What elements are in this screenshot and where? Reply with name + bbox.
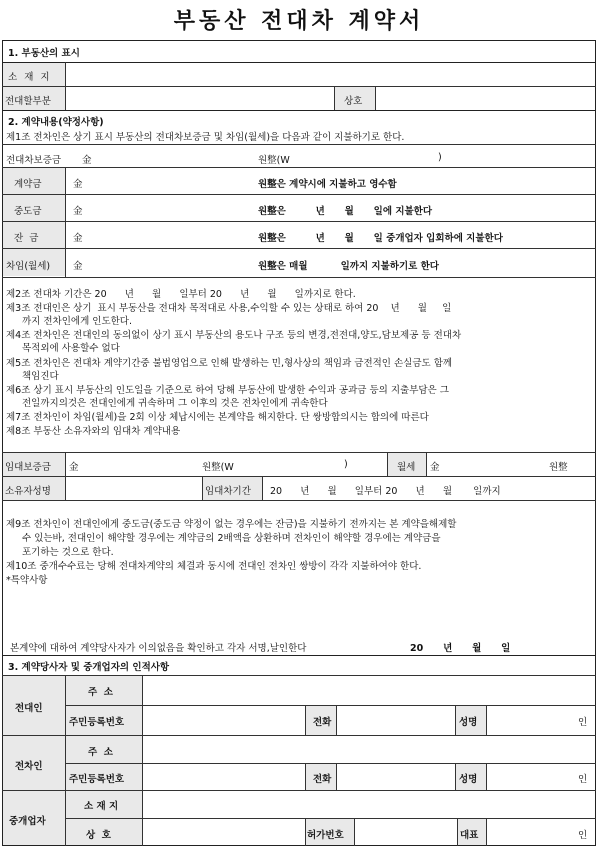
clause-10: 제10조 중개수수료는 당해 전대차계약의 체결과 동시에 전대인 전차인 쌍방이 각각 지불하여야 한다. (6, 561, 422, 572)
broker-rep-label: 대표 (460, 830, 479, 841)
rent-won: 金 (73, 261, 83, 272)
owner-field[interactable] (66, 477, 201, 500)
sublessee-phone-field[interactable] (338, 765, 453, 789)
sublessor-address-label: 주 소 (88, 687, 113, 698)
broker-license-field[interactable] (356, 820, 455, 844)
monthly-won-text: 원整 (549, 462, 568, 473)
balance-text: 원整은 년 월 일 중개업자 입회하에 지불한다 (258, 233, 503, 244)
sublessor-address-field[interactable] (144, 677, 594, 704)
clause-9: 제9조 전차인이 전대인에게 중도금(중도금 약정이 없는 경우에는 잔금)을 지불하기 전까지는 본 계약을해제할 (6, 519, 457, 530)
owner-label: 소유자성명 (5, 486, 51, 497)
broker-license-label: 허가번호 (307, 830, 344, 841)
down-payment-field[interactable] (90, 170, 250, 192)
sublessee-name-label: 성명 (459, 774, 478, 785)
broker-firm-label: 상 호 (86, 830, 111, 841)
section1-heading: 1. 부동산의 표시 (8, 48, 80, 59)
deposit-won: 金 (82, 155, 92, 166)
down-payment-text: 원整은 계약시에 지불하고 영수함 (258, 179, 397, 190)
down-payment-won: 金 (73, 179, 83, 190)
sublessee-resident-field[interactable] (144, 765, 304, 789)
lease-deposit-field[interactable] (85, 455, 195, 474)
balance-field[interactable] (90, 224, 250, 246)
clause-9-cont2: 포기하는 것으로 한다. (22, 547, 114, 558)
lease-period-text: 20 년 월 일부터 20 년 월 일까지 (270, 486, 501, 497)
broker-firm-field[interactable] (144, 820, 304, 844)
interim-payment-won: 金 (73, 206, 83, 217)
monthly-label: 월세 (397, 462, 416, 473)
deposit-close: ) (438, 152, 442, 163)
sublessee-seal: 인 (578, 774, 588, 785)
down-payment-label: 계약금 (14, 179, 42, 190)
sublease-part-label: 전대할부분 (5, 96, 51, 107)
deposit-label: 전대차보증금 (6, 155, 62, 166)
sublessor-phone-label: 전화 (313, 717, 332, 728)
sublessee-name-field[interactable] (488, 765, 568, 789)
deposit-text: 원整(W (258, 155, 290, 166)
lease-deposit-label: 임대보증금 (5, 462, 51, 473)
trade-name-field[interactable] (376, 87, 595, 110)
lease-period-label: 임대차기간 (205, 486, 251, 497)
broker-location-label: 소 재 지 (84, 801, 119, 812)
section3-heading: 3. 계약당사자 및 중개업자의 인적사항 (8, 662, 170, 673)
sublessor-seal: 인 (578, 717, 588, 728)
interim-payment-label: 중도금 (14, 206, 42, 217)
contract-date: 20 년 월 일 (410, 643, 511, 654)
interim-payment-field[interactable] (90, 197, 250, 219)
monthly-won: 金 (430, 462, 440, 473)
sublease-part-field[interactable] (66, 87, 333, 110)
location-label: 소 재 지 (8, 72, 52, 83)
interim-payment-text: 원整은 년 월 일에 지불한다 (258, 206, 433, 217)
balance-won: 金 (73, 233, 83, 244)
clause-8: 제8조 부동산 소유자와의 임대차 계약내용 (6, 426, 181, 437)
trade-name-label: 상호 (344, 96, 363, 107)
confirm-text: 본계약에 대하여 계약당사자가 이의없음을 확인하고 각자 서명,날인한다 (10, 643, 307, 654)
sublessor-resident-field[interactable] (144, 707, 304, 734)
rent-field[interactable] (90, 252, 250, 274)
sublessee-phone-label: 전화 (313, 774, 332, 785)
sublessee-resident-label: 주민등록번호 (69, 774, 125, 785)
clause-6: 제6조 상기 표시 부동산의 인도일을 기준으로 하여 당해 부동산에 발생한 수익과 공과금 등의 지출부담은 그 (6, 385, 449, 396)
sublessee-label: 전차인 (15, 761, 43, 772)
clause-3-cont: 까지 전차인에게 인도한다. (22, 316, 133, 327)
clause-3: 제3조 전대인은 상기 표시 부동산을 전대차 목적대로 사용,수익할 수 있는 상태로 하여 20 년 월 일 (6, 303, 452, 314)
sublessor-label: 전대인 (15, 703, 43, 714)
sublessor-name-field[interactable] (488, 707, 568, 734)
section2-heading: 2. 계약내용(약정사항) (8, 117, 104, 128)
clause-7: 제7조 전차인이 차임(월세)을 2회 이상 체납시에는 본계약을 해지한다. 단 쌍방합의시는 합의에 따른다 (6, 412, 429, 423)
clause-4-cont: 목적외에 사용할수 없다 (22, 343, 120, 354)
sublessor-phone-field[interactable] (338, 707, 453, 734)
sublessor-name-label: 성명 (459, 717, 478, 728)
monthly-field[interactable] (445, 455, 545, 474)
clause-5-cont: 책임진다 (22, 371, 59, 382)
special-terms-field[interactable] (6, 586, 592, 634)
special-terms-label: *특약사항 (6, 575, 48, 586)
broker-rep-field[interactable] (488, 820, 568, 844)
clause-9-cont: 수 있는바, 전대인이 해약할 경우에는 계약금의 2배액을 상환하며 전차인이 해약할 경우에는 계약금을 (22, 533, 441, 544)
broker-label: 중개업자 (9, 816, 46, 827)
clause-2: 제2조 전대차 기간은 20 년 월 일부터 20 년 월 일까지로 한다. (6, 289, 356, 300)
lease-close: ) (344, 459, 348, 470)
broker-location-field[interactable] (144, 792, 594, 817)
rent-label: 차임(월세) (6, 261, 51, 272)
broker-seal: 인 (578, 830, 588, 841)
document-title: 부동산 전대차 계약서 (173, 9, 425, 34)
sublessee-address-field[interactable] (144, 737, 594, 762)
lease-won: 金 (69, 462, 79, 473)
clause-1: 제1조 전차인은 상기 표시 부동산의 전대차보증금 및 차임(월세)을 다음과 같이 지불하기로 한다. (6, 132, 405, 143)
deposit-amount-field[interactable] (120, 146, 250, 166)
rent-text: 원整은 매월 일까지 지불하기로 한다 (258, 261, 439, 272)
clause-5: 제5조 전차인은 전대차 계약기간중 불법영업으로 인해 발생하는 민,형사상의 책임과 금전적인 손실금도 함께 (6, 358, 453, 369)
sublessor-resident-label: 주민등록번호 (69, 717, 125, 728)
location-field[interactable] (66, 63, 595, 86)
clause-4: 제4조 전차인은 전대인의 동의없이 상기 표시 부동산의 용도나 구조 등의 변경,전전대,양도,담보제공 등 전대차 (6, 330, 462, 341)
balance-label: 잔 금 (14, 233, 39, 244)
lease-won-text: 원整(W (202, 462, 234, 473)
sublessee-address-label: 주 소 (88, 747, 113, 758)
clause-6-cont: 전일까지의것은 전대인에게 귀속하며 그 이후의 것은 전차인에게 귀속한다 (22, 398, 328, 409)
